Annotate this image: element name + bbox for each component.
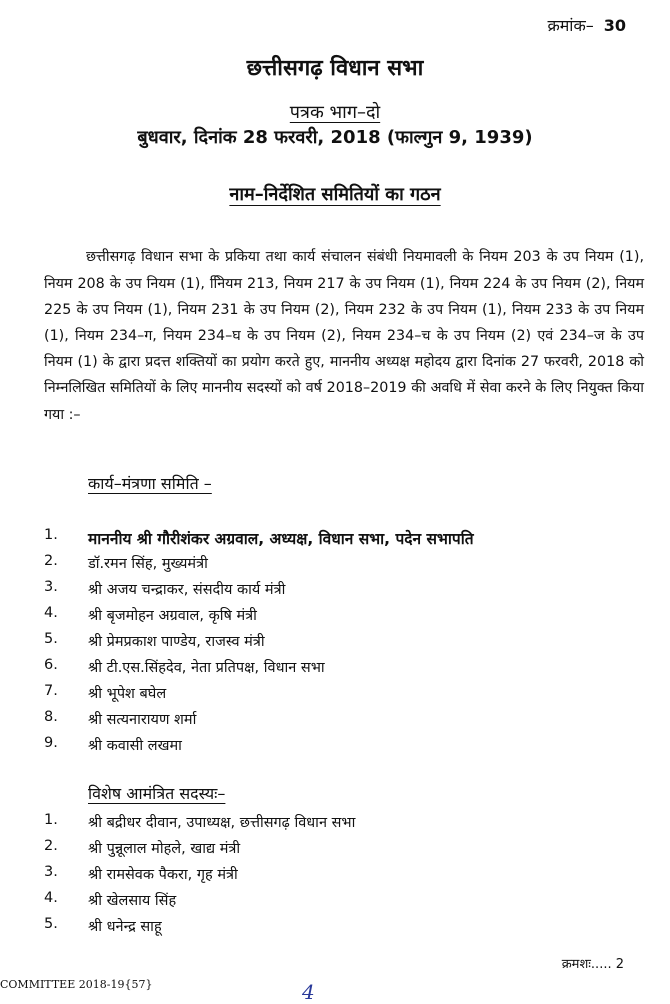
committee-title-text: कार्य–मंत्रणा समिति – (88, 474, 212, 493)
item-number: 2. (44, 838, 58, 854)
item-text: श्री बृजमोहन अग्रवाल, कृषि मंत्री (88, 608, 257, 624)
list-item (44, 657, 644, 683)
document-subtitle (0, 100, 670, 124)
item-number: 2. (44, 553, 58, 569)
list-item (44, 890, 644, 916)
item-number: 8. (44, 709, 58, 725)
heading-text: नाम–निर्देशित समितियों का गठन (229, 184, 441, 205)
item-number: 7. (44, 683, 58, 699)
item-number: 4. (44, 605, 58, 621)
item-text: श्री बद्रीधर दीवान, उपाध्यक्ष, छत्तीसगढ़ विधान सभा (88, 815, 356, 831)
item-number: 5. (44, 916, 58, 932)
item-text: श्री धनेन्द्र साहू (88, 919, 162, 935)
list-item (44, 916, 644, 942)
special-invitees-title-text: विशेष आमंत्रित सदस्यः– (88, 784, 226, 803)
handwritten-page-number: 4 (302, 980, 315, 1004)
item-number: 4. (44, 890, 58, 906)
list-item (44, 812, 644, 838)
item-text: डॉ.रमन सिंह, मुख्यमंत्री (88, 556, 208, 572)
list-item (44, 709, 644, 735)
item-text: श्री रामसेवक पैकरा, गृह मंत्री (88, 867, 238, 883)
item-text: श्री टी.एस.सिंहदेव, नेता प्रतिपक्ष, विधान सभा (88, 660, 325, 676)
item-number: 1. (44, 527, 58, 543)
item-text: श्री प्रेमप्रकाश पाण्डेय, राजस्व मंत्री (88, 634, 265, 650)
list-item (44, 864, 644, 890)
intro-paragraph: छत्तीसगढ़ विधान सभा के प्रकिया तथा कार्य संचालन संबंधी नियमावली के नियम 203 के उप नियम (1), नियम 208 के उप नियम (1), निियम 213, नियम 217 के उप नियम (1), नियम 224 के उप नियम (2), नियम 225 के उप नियम (1), नियम 231 के उप नियम (2), नियम 232 के उप नियम (1), नियम 233 के उप नियम (1), नियम 234–ग, नियम 234–घ के उप नियम (2), नियम 234–च के उप नियम (2) एवं 234–ज के उप नियम (1) के द्वारा प्रदत्त शक्तियों का प्रयोग करते हुए, माननीय अध्यक्ष महोदय द्वारा दिनांक 27 फरवरी, 2018 को निम्नलिखित समितियों के लिए माननीय सदस्यों को वर्ष 2018–2019 की अवधि में सेवा करने के लिए नियुक्त किया गया :– (44, 249, 644, 423)
item-text: श्री अजय चन्द्राकर, संसदीय कार्य मंत्री (88, 582, 286, 598)
item-text: श्री पुन्नूलाल मोहले, खाद्य मंत्री (88, 841, 241, 857)
item-number: 3. (44, 579, 58, 595)
section-heading (0, 182, 670, 206)
serial-label: क्रमांक– (547, 16, 594, 35)
list-item (44, 579, 644, 605)
serial-number (547, 14, 626, 36)
item-text: श्री कवासी लखमा (88, 738, 182, 754)
special-invitees-title (88, 782, 225, 804)
list-item (44, 605, 644, 631)
list-item (44, 683, 644, 709)
item-text: श्री सत्यनारायण शर्मा (88, 712, 197, 728)
item-number: 3. (44, 864, 58, 880)
special-invitee-list (44, 812, 644, 942)
list-item (44, 838, 644, 864)
committee-member-list (44, 527, 644, 761)
item-number: 6. (44, 657, 58, 673)
list-item (44, 631, 644, 657)
list-item (44, 553, 644, 579)
item-text: श्री भूपेश बघेल (88, 686, 167, 702)
date-line: बुधवार, दिनांक 28 फरवरी, 2018 (फाल्गुन 9, 1939) (137, 127, 533, 148)
item-number: 1. (44, 812, 58, 828)
serial-value: 30 (603, 16, 626, 35)
document-title: छत्तीसगढ़ विधान सभा (246, 56, 424, 81)
item-text: माननीय श्री गौरीशंकर अग्रवाल, अध्यक्ष, विधान सभा, पदेन सभापति (88, 530, 474, 548)
subtitle-text: पत्रक भाग–दो (289, 102, 381, 123)
list-item (44, 527, 644, 553)
footer-code: COMMITTEE 2018-19{57} (0, 978, 153, 991)
continued-note: क्रमशः..... 2 (561, 957, 624, 972)
list-item (44, 735, 644, 761)
item-text: श्री खेलसाय सिंह (88, 893, 177, 909)
item-number: 9. (44, 735, 58, 751)
item-number: 5. (44, 631, 58, 647)
committee-title (88, 472, 212, 494)
